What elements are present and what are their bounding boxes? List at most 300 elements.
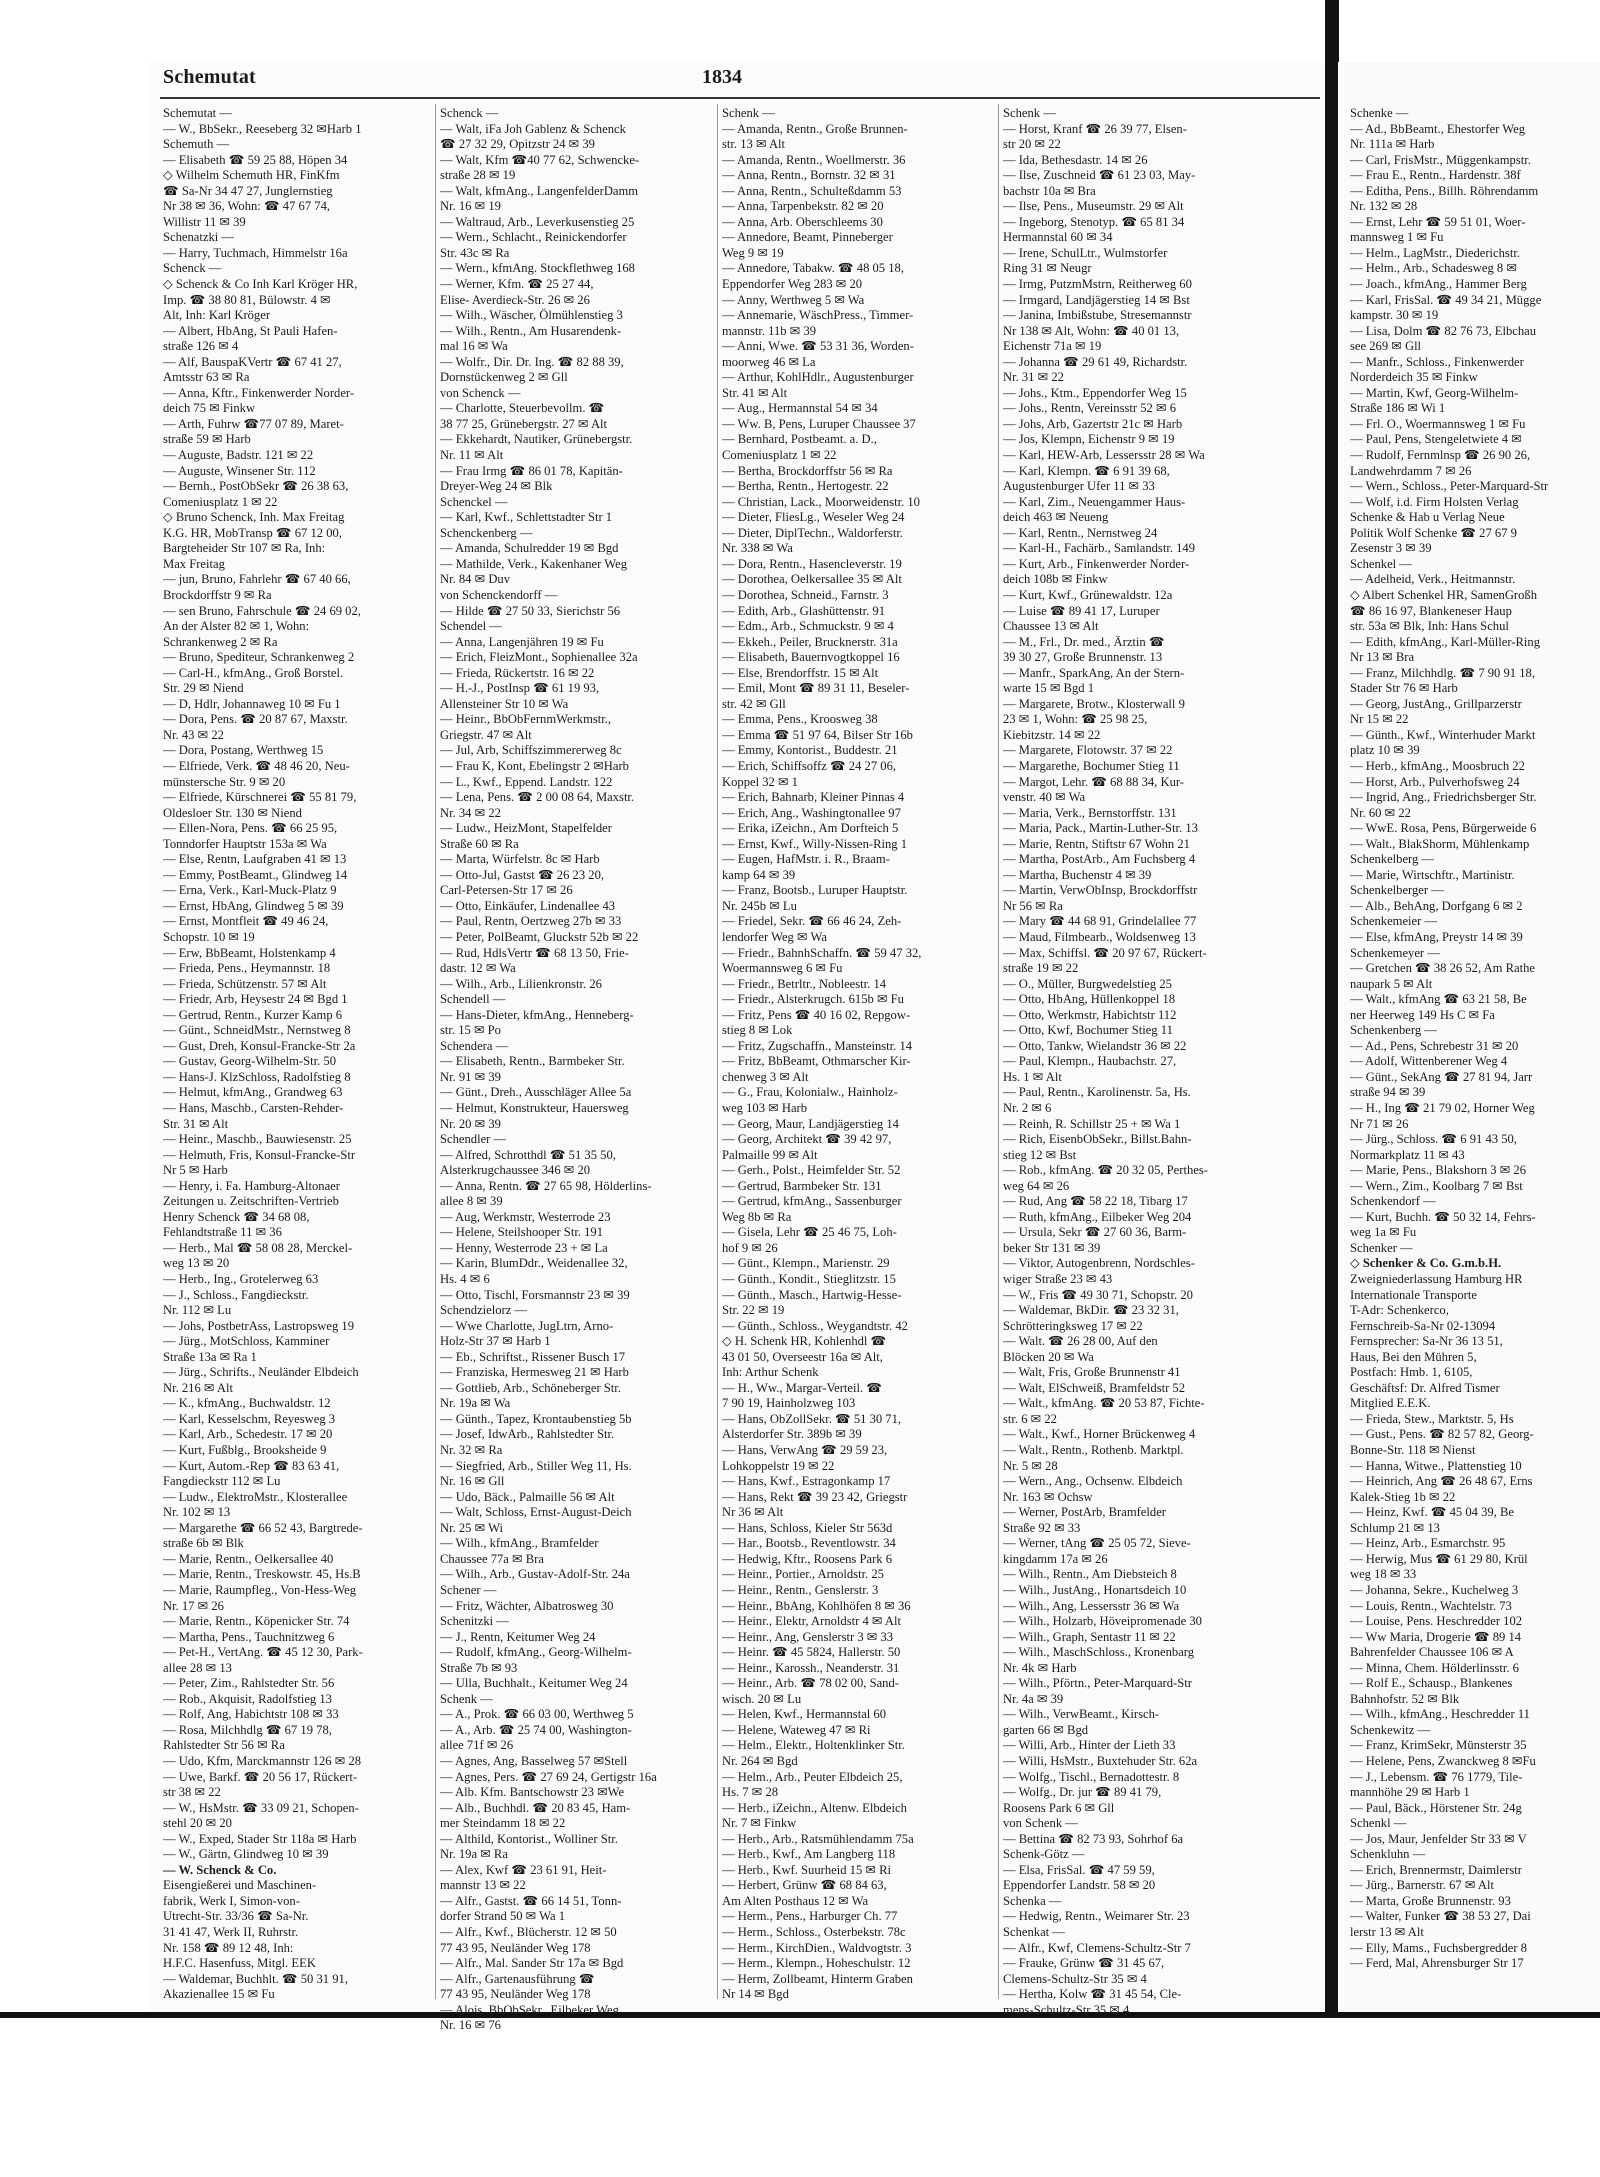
directory-entry-line: Nr. 84 ✉ Duv <box>440 572 511 587</box>
directory-entry-line: Nr. 111a ✉ Harb <box>1350 137 1435 152</box>
directory-entry-line: — Henry, i. Fa. Hamburg-Altonaer <box>163 1178 340 1193</box>
directory-entry-line: — Helen, Kwf., Hermannstal 60 <box>722 1707 887 1722</box>
directory-entry-line: Nr. 2 ✉ 6 <box>1003 1101 1052 1115</box>
directory-entry-line: — Wolfg., Tischl., Bernadottestr. 8 <box>1003 1769 1180 1784</box>
directory-entry-line: Str. 31 ✉ Alt <box>163 1116 229 1131</box>
directory-entry-line: — Otto, HbAng, Hüllenkoppel 18 <box>1003 992 1176 1007</box>
directory-entry-line: — Frau K, Kont, Ebelingstr 2 ✉Harb <box>440 758 629 773</box>
directory-entry-line: Bahrenfelder Chaussee 106 ✉ A <box>1350 1645 1514 1660</box>
directory-entry-line: str 20 ✉ 22 <box>1003 137 1061 152</box>
directory-entry-line: mer Steindamm 18 ✉ 22 <box>440 1816 566 1831</box>
directory-entry-line: — Bruno, Spediteur, Schrankenweg 2 <box>163 650 355 665</box>
directory-entry-line: — Hans, Kwf., Estragonkamp 17 <box>722 1474 891 1489</box>
directory-entry-line: — Frieda, Pens., Heymannstr. 18 <box>163 961 331 976</box>
directory-entry-line: — Helmuth, Fris, Konsul-Francke-Str <box>163 1147 356 1162</box>
directory-entry-line: — Edith, Arb., Glashüttenstr. 91 <box>722 603 886 618</box>
directory-entry-line: — Horst, Kranf ☎ 26 39 77, Elsen- <box>1003 121 1187 136</box>
directory-entry-line: — Friedr., Betrltr., Nobleestr. 14 <box>722 976 887 991</box>
directory-entry-line: — Dora, Pens. ☎ 20 87 67, Maxstr. <box>163 712 348 727</box>
directory-entry-line: Straße 60 ✉ Ra <box>440 836 519 851</box>
directory-entry-line: — Martin, Kwf, Georg-Wilhelm- <box>1350 385 1519 400</box>
directory-entry-line: Schrankenweg 2 ✉ Ra <box>163 634 278 649</box>
directory-entry-line: — Herb., Kwf. Suurheid 15 ✉ Ri <box>722 1862 892 1877</box>
directory-entry-line: — Hans, VerwAng ☎ 29 59 23, <box>722 1443 888 1458</box>
directory-entry-line: Nr 5 ✉ Harb <box>163 1163 228 1178</box>
directory-entry-line: — Margarete, Flotowstr. 37 ✉ 22 <box>1003 743 1173 758</box>
directory-entry-line: — Elsa, FrisSal. ☎ 47 59 59, <box>1003 1862 1155 1877</box>
directory-entry-line: 31 41 47, Werk II, Ruhrstr. <box>163 1924 299 1939</box>
directory-entry-line: — Johs, Arb, Gazertstr 21c ✉ Harb <box>1003 416 1183 431</box>
directory-entry-line: — Emmy, Kontorist., Buddestr. 21 <box>722 743 898 758</box>
directory-entry-line: — W., Gärtn, Glindweg 10 ✉ 39 <box>163 1847 329 1862</box>
directory-entry-line: — Gottlieb, Arb., Schöneberger Str. <box>440 1380 621 1395</box>
directory-entry-line: see 269 ✉ Gll <box>1350 339 1422 354</box>
directory-entry-line: — Otto, Tischl, Forsmannstr 23 ✉ 39 <box>440 1287 630 1302</box>
directory-entry-line: — Else, Brendorffstr. 15 ✉ Alt <box>722 665 879 680</box>
directory-entry-line: — Manfr., Schloss., Finkenwerder <box>1350 354 1524 369</box>
directory-entry-line: — Fritz, Zugschaffn., Mansteinstr. 14 <box>722 1038 913 1053</box>
directory-entry-line: — Auguste, Winsener Str. 112 <box>163 463 316 478</box>
directory-entry-line: Nr. 4k ✉ Harb <box>1003 1660 1077 1675</box>
directory-entry-line: — Erich, FleizMont., Sophienallee 32a <box>440 650 638 665</box>
directory-entry-line: — Heinr., Ang, Genslerstr 3 ✉ 33 <box>722 1629 894 1644</box>
directory-entry-line: — Elisabeth, Rentn., Barmbeker Str. <box>440 1054 625 1069</box>
directory-entry-line: Rahlstedter Str 56 ✉ Ra <box>163 1738 285 1753</box>
directory-entry-line: Chaussee 13 ✉ Alt <box>1003 619 1099 634</box>
directory-entry-line: — Anna, Rentn., Bornstr. 32 ✉ 31 <box>722 168 896 183</box>
directory-entry-line: — Else, Rentn, Laufgraben 41 ✉ 13 <box>163 852 347 867</box>
directory-entry-line: — Friedr., Alsterkrugch. 615b ✉ Fu <box>722 992 904 1007</box>
directory-entry-line: Schendzielorz — <box>440 1303 528 1318</box>
directory-entry-line: — Gertrud, Barmbeker Str. 131 <box>722 1178 882 1193</box>
directory-entry-line: Str. 41 ✉ Alt <box>722 385 788 400</box>
directory-entry-line: Utrecht-Str. 33/36 ☎ Sa-Nr. <box>163 1909 309 1924</box>
directory-entry-line: — Ludw., ElektroMstr., Klosterallee <box>163 1489 348 1504</box>
directory-entry-line: Carl-Petersen-Str 17 ✉ 26 <box>440 883 573 898</box>
directory-entry-line: — Otto, Kwf, Bochumer Stieg 11 <box>1003 1023 1173 1038</box>
directory-column-2 <box>440 106 702 2034</box>
directory-entry-line: — Heinr., Portier., Arnoldstr. 25 <box>722 1567 884 1582</box>
directory-entry-line: kamp 64 ✉ 39 <box>722 867 796 882</box>
directory-entry-line: deich 75 ✉ Finkw <box>163 401 256 416</box>
directory-entry-line: — Reinh, R. Schillstr 25 + ✉ Wa 1 <box>1003 1116 1181 1131</box>
directory-entry-line: — Paul, Pens, Stengeletwiete 4 ✉ <box>1350 432 1522 447</box>
directory-entry-line: weg 1a ✉ Fu <box>1350 1225 1417 1240</box>
directory-entry-line: weg 103 ✉ Harb <box>722 1101 808 1115</box>
directory-entry-line: Zweigniederlassung Hamburg HR <box>1350 1272 1523 1287</box>
directory-entry-line: — Walt., Kwf., Horner Brückenweg 4 <box>1003 1427 1196 1442</box>
directory-entry-line: — Helmut, kfmAng., Grandweg 63 <box>163 1085 343 1100</box>
directory-entry-line: Nr 38 ✉ 36, Wohn: ☎ 47 67 74, <box>163 199 331 214</box>
directory-entry-line: — Helm., Arb., Schadesweg 8 ✉ <box>1350 261 1517 276</box>
directory-entry-line: — Walt., kfmAng ☎ 63 21 58, Be <box>1350 992 1527 1007</box>
directory-entry-line: — Rich, EisenbObSekr., Billst.Bahn- <box>1003 1132 1192 1147</box>
directory-entry-line: — Werner, PostArb, Bramfelder <box>1003 1505 1166 1520</box>
directory-entry-line: Schenck — <box>163 261 222 276</box>
directory-entry-line: — Ruth, kfmAng., Eilbeker Weg 204 <box>1003 1209 1192 1224</box>
directory-entry-line: — Alex, Kwf ☎ 23 61 91, Heit- <box>440 1862 607 1877</box>
directory-entry-line: allee 71f ✉ 26 <box>440 1738 514 1753</box>
directory-entry-line: — Erika, iZeichn., Am Dorfteich 5 <box>722 821 899 836</box>
directory-entry-line: — Charlotte, Steuerbevollm. ☎ <box>440 401 605 416</box>
directory-entry-line: 23 ✉ 1, Wohn: ☎ 25 98 25, <box>1003 712 1148 727</box>
directory-entry-line: Inh: Arthur Schenk <box>722 1365 819 1380</box>
directory-entry-line: Nr. 25 ✉ Wi <box>440 1520 503 1535</box>
directory-entry-line: — Günt., SekAng ☎ 27 81 94, Jarr <box>1350 1069 1533 1084</box>
directory-entry-line: — Martin, VerwObInsp, Brockdorffstr <box>1003 883 1198 898</box>
directory-entry-line: Alt, Inh: Karl Kröger <box>163 308 271 323</box>
directory-entry-line: — Bertha, Brockdorffstr 56 ✉ Ra <box>722 463 893 478</box>
column-divider <box>717 104 718 1999</box>
directory-entry-line: — Lena, Pens. ☎ 2 00 08 64, Maxstr. <box>440 790 635 805</box>
directory-entry-line: — Günt., Dreh., Ausschläger Allee 5a <box>440 1085 632 1100</box>
directory-entry-line: Str. 29 ✉ Niend <box>163 681 244 696</box>
directory-entry-line: — Margot, Lehr. ☎ 68 88 34, Kur- <box>1003 774 1184 789</box>
directory-entry-line: — Irene, SchulLtr., Wulmstorfer <box>1003 245 1168 260</box>
directory-entry-line: — Adolf, Wittenberener Weg 4 <box>1350 1054 1508 1069</box>
directory-entry-line: — Wilh., Rentn., Am Husarendenk- <box>440 323 622 338</box>
directory-entry-line: — Paul, Bäck., Hörstener Str. 24g <box>1350 1800 1522 1815</box>
directory-entry-line: — Agnes, Pers. ☎ 27 69 24, Gertigstr 16a <box>440 1769 657 1784</box>
directory-entry-line: moorweg 46 ✉ La <box>722 354 816 369</box>
directory-entry-line: — Georg, Maur, Landjägerstieg 14 <box>722 1116 899 1131</box>
directory-entry-line: — Paul, Rentn, Oertzweg 27b ✉ 33 <box>440 914 622 929</box>
header-rule <box>160 97 1320 99</box>
directory-entry-line: Schenk — <box>722 106 775 120</box>
directory-entry-line: Schemuth — <box>163 137 230 152</box>
directory-entry-line: Zeitungen u. Zeitschriften-Vertrieb <box>163 1194 339 1209</box>
directory-entry-line: Postfach: Hmb. 1, 6105, <box>1350 1365 1473 1380</box>
directory-entry-line: — Marie, Rentn., Oelkersallee 40 <box>163 1551 334 1566</box>
directory-entry-line: — W., BbSekr., Reeseberg 32 ✉Harb 1 <box>163 121 362 136</box>
directory-entry-line: — Erw, BbBeamt, Holstenkamp 4 <box>163 945 336 960</box>
directory-entry-line: — Otto, Werkmstr, Habichtstr 112 <box>1003 1007 1177 1022</box>
directory-entry-line: — J., Rentn, Keitumer Weg 24 <box>440 1629 596 1644</box>
directory-entry-line: Schenkel — <box>1350 556 1412 571</box>
directory-entry-line: — Carl-H., kfmAng., Groß Borstel. <box>163 665 344 680</box>
directory-entry-line: — Werner, Kfm. ☎ 25 27 44, <box>440 277 594 292</box>
directory-entry-line: mannhöhe 29 ✉ Harb 1 <box>1350 1785 1470 1800</box>
directory-entry-line: Schenck — <box>440 106 499 120</box>
directory-entry-line: — Mathilde, Verk., Kakenhaner Weg <box>440 556 628 571</box>
directory-entry-line: Fernsprecher: Sa-Nr 36 13 51, <box>1350 1334 1503 1349</box>
directory-entry-line: garten 66 ✉ Bgd <box>1003 1722 1089 1737</box>
directory-entry-line: — Willi, Arb., Hinter der Lieth 33 <box>1003 1738 1176 1753</box>
directory-entry-line: — Karl, Zim., Neuengammer Haus- <box>1003 494 1186 509</box>
directory-entry-line: Str. 22 ✉ 19 <box>722 1303 785 1318</box>
directory-entry-line: Stader Str 76 ✉ Harb <box>1350 681 1458 696</box>
directory-entry-line: — Hanna, Witwe., Plattenstieg 10 <box>1350 1458 1522 1473</box>
directory-entry-line: — Hilde ☎ 27 50 33, Sierichstr 56 <box>440 603 621 618</box>
directory-entry-line: Straße 92 ✉ 33 <box>1003 1520 1081 1535</box>
directory-entry-line: Roosens Park 6 ✉ Gll <box>1003 1800 1115 1815</box>
directory-entry-line: — Gust., Pens. ☎ 82 57 82, Georg- <box>1350 1427 1534 1442</box>
directory-entry-line: — Marie, Pens., Blakshorn 3 ✉ 26 <box>1350 1163 1527 1178</box>
directory-entry-line: — Erich, Brennermstr, Daimlerstr <box>1350 1862 1522 1877</box>
directory-entry-line: — Marie, Wirtschftr., Martinistr. <box>1350 867 1515 882</box>
directory-entry-line: — Helmut, Konstrukteur, Hauersweg <box>440 1101 629 1115</box>
directory-entry-line: — Rudolf, kfmAng., Georg-Wilhelm- <box>440 1645 632 1660</box>
directory-entry-line: — Gustav, Georg-Wilhelm-Str. 50 <box>163 1054 336 1069</box>
directory-column-4 <box>1003 106 1265 2018</box>
directory-entry-line: Schenk — <box>1003 106 1056 120</box>
directory-entry-line: Nr. 7 ✉ Finkw <box>722 1816 797 1831</box>
directory-entry-line: Nr. 31 ✉ 22 <box>1003 370 1064 385</box>
directory-entry-line: — Herm, Zollbeamt, Hinterm Graben <box>722 1971 913 1986</box>
directory-entry-line: Nr. 20 ✉ 39 <box>440 1116 501 1131</box>
directory-entry-line: — Günt., SchneidMstr., Nernstweg 8 <box>163 1023 351 1038</box>
directory-entry-line: straße 59 ✉ Harb <box>163 432 251 447</box>
directory-entry-line: — Walt., kfmAng. ☎ 20 53 87, Fichte- <box>1003 1396 1205 1411</box>
directory-entry-line: — Alfr., Kwf, Clemens-Schultz-Str 7 <box>1003 1940 1191 1955</box>
directory-entry-line: Blöcken 20 ✉ Wa <box>1003 1349 1094 1364</box>
directory-entry-line: Hermannstal 60 ✉ 34 <box>1003 230 1113 245</box>
directory-entry-line: — Frau Irmg ☎ 86 01 78, Kapitän- <box>440 463 623 478</box>
directory-entry-line: — Helene, Steilshooper Str. 191 <box>440 1225 603 1240</box>
directory-entry-line: straße 19 ✉ 22 <box>1003 961 1079 976</box>
directory-entry-line: Koppel 32 ✉ 1 <box>722 774 798 789</box>
directory-entry-line: — Ilse, Zuschneid ☎ 61 23 03, May- <box>1003 168 1196 183</box>
directory-entry-line: fabrik, Werk I, Simon-von- <box>163 1893 300 1908</box>
directory-entry-line: — Pet-H., VertAng. ☎ 45 12 30, Park- <box>163 1645 363 1660</box>
directory-entry-line: — Wern., kfmAng. Stockflethweg 168 <box>440 261 635 276</box>
directory-entry-line: — Rolf, Ang, Habichtstr 108 ✉ 33 <box>163 1707 339 1722</box>
directory-entry-line: Schenckenberg — <box>440 525 533 540</box>
directory-entry-line: — Anna, Kftr., Finkenwerder Norder- <box>163 385 355 400</box>
directory-entry-line: — Heinr., BbObFernmWerkmstr., <box>440 712 612 727</box>
directory-entry-line: Politik Wolf Schenke ☎ 27 67 9 <box>1350 525 1517 540</box>
directory-column-5 <box>1350 106 1600 1972</box>
directory-entry-line: Schenke — <box>1350 106 1409 120</box>
directory-entry-line: — Auguste, Badstr. 121 ✉ 22 <box>163 448 314 463</box>
directory-entry-line: — Franz, KrimSekr, Münsterstr 35 <box>1350 1738 1527 1753</box>
directory-entry-line: Nr. 60 ✉ 22 <box>1350 805 1411 820</box>
directory-entry-line: — Erna, Verk., Karl-Muck-Platz 9 <box>163 883 337 898</box>
directory-entry-line: — Ludw., HeizMont, Stapelfelder <box>440 821 612 836</box>
directory-entry-line: — Frauke, Grünw ☎ 31 45 67, <box>1003 1956 1165 1971</box>
directory-entry-line: Schenkelberger — <box>1350 883 1444 898</box>
directory-entry-line: — Bettina ☎ 82 73 93, Sohrhof 6a <box>1003 1831 1184 1846</box>
directory-entry-line: — Maud, Filmbearb., Woldsenweg 13 <box>1003 929 1196 944</box>
directory-entry-line: Schenke & Hab u Verlag Neue <box>1350 510 1505 525</box>
directory-entry-line: — WwE. Rosa, Pens, Bürgerweide 6 <box>1350 821 1537 836</box>
directory-entry-line: Alsterdorfer Str. 389b ✉ 39 <box>722 1427 862 1442</box>
directory-entry-line: — K., kfmAng., Buchwaldstr. 12 <box>163 1396 331 1411</box>
directory-entry-line: — Wilh., Pförtn., Peter-Marquard-Str <box>1003 1676 1192 1691</box>
directory-entry-line: — J., Schloss., Fangdieckstr. <box>163 1287 309 1302</box>
directory-entry-line: Nr. 43 ✉ 22 <box>163 727 224 742</box>
directory-entry-line: H.F.C. Hasenfuss, Mitgl. EEK <box>163 1956 316 1971</box>
directory-entry-line: — Anni, Wwe. ☎ 53 31 36, Worden- <box>722 339 914 354</box>
directory-entry-line: Schenkemeier — <box>1350 914 1438 929</box>
directory-entry-line: — Ad., Pens, Schrebestr 31 ✉ 20 <box>1350 1038 1519 1053</box>
directory-entry-line: — Anna, Arb. Oberschleems 30 <box>722 214 883 229</box>
directory-entry-line: — H., Ing ☎ 21 79 02, Horner Weg <box>1350 1101 1535 1115</box>
directory-entry-line: Schendell — <box>440 992 506 1007</box>
directory-entry-line: Nr. 5 ✉ 28 <box>1003 1458 1058 1473</box>
directory-entry-line: — Ernst, Kwf., Willy-Nissen-Ring 1 <box>722 836 908 851</box>
directory-entry-line: — Herm., Klempn., Hoheschulstr. 12 <box>722 1956 911 1971</box>
directory-entry-line: — Marie, Rentn, Stiftstr 67 Wohn 21 <box>1003 836 1190 851</box>
directory-entry-line: — Marie, Rentn., Treskowstr. 45, Hs.B <box>163 1567 361 1582</box>
directory-entry-line: — Johs., Ktm., Eppendorfer Weg 15 <box>1003 385 1187 400</box>
directory-entry-line: — Irmgard, Landjägerstieg 14 ✉ Bst <box>1003 292 1190 307</box>
directory-entry-line: Schrötteringksweg 17 ✉ 22 <box>1003 1318 1143 1333</box>
directory-entry-line: Comeniusplatz 1 ✉ 22 <box>722 448 837 463</box>
directory-entry-line: — Günth., Kwf., Winterhuder Markt <box>1350 727 1536 742</box>
directory-entry-line: Willistr 11 ✉ 39 <box>163 214 246 229</box>
directory-entry-line: — Dieter, DiplTechn., Waldorferstr. <box>722 525 903 540</box>
directory-entry-line: ◇ Schenck & Co Inh Karl Kröger HR, <box>163 277 358 292</box>
directory-entry-line: — Jos, Klempn, Eichenstr 9 ✉ 19 <box>1003 432 1175 447</box>
directory-entry-line: — Jürg., Schrifts., Neuländer Elbdeich <box>163 1365 359 1380</box>
directory-entry-line: — Wilh., kfmAng., Heschredder 11 <box>1350 1707 1530 1722</box>
directory-entry-line: Schenkenberg — <box>1350 1023 1437 1038</box>
directory-entry-line: — Dieter, FliesLg., Weseler Weg 24 <box>722 510 905 525</box>
directory-entry-line: — Peter, Zim., Rahlstedter Str. 56 <box>163 1676 335 1691</box>
directory-entry-line: — Uwe, Barkf. ☎ 20 56 17, Rückert- <box>163 1769 358 1784</box>
directory-entry-line: ☎ 27 32 29, Opitzstr 24 ✉ 39 <box>440 137 595 152</box>
directory-entry-line: — Herb., Arb., Ratsmühlendamm 75a <box>722 1831 914 1846</box>
directory-entry-line: — Paul, Klempn., Haubachstr. 27, <box>1003 1054 1177 1069</box>
directory-entry-line: — Frl. O., Woermannsweg 1 ✉ Fu <box>1350 416 1526 431</box>
directory-entry-line: stieg 12 ✉ Bst <box>1003 1147 1077 1162</box>
directory-entry-line: — Alb., BehAng, Dorfgang 6 ✉ 2 <box>1350 898 1523 913</box>
directory-entry-line: allee 28 ✉ 13 <box>163 1660 232 1675</box>
directory-entry-line: — Arthur, KohlHdlr., Augustenburger <box>722 370 914 385</box>
directory-entry-line: ner Heerweg 149 Hs C ✉ Fa <box>1350 1007 1495 1022</box>
directory-entry-line: — Agnes, Ang, Basselweg 57 ✉Stell <box>440 1753 628 1768</box>
directory-entry-line: — Bertha, Rentn., Hertogestr. 22 <box>722 479 889 494</box>
directory-entry-line: — Johanna, Sekre., Kuchelweg 3 <box>1350 1582 1519 1597</box>
directory-entry-line: Nr. 17 ✉ 26 <box>163 1598 224 1613</box>
directory-entry-line: Nr. 132 ✉ 28 <box>1350 199 1418 214</box>
directory-entry-line: An der Alster 82 ✉ 1, Wohn: <box>163 619 310 634</box>
directory-entry-line: — Wilh., Arb., Gustav-Adolf-Str. 24a <box>440 1567 630 1582</box>
directory-entry-line: — Aug., Hermannstal 54 ✉ 34 <box>722 401 878 416</box>
directory-entry-line: — Bernhard, Postbeamt. a. D., <box>722 432 877 447</box>
directory-entry-line: Griegstr. 47 ✉ Alt <box>440 727 532 742</box>
directory-entry-line: mannstr 13 ✉ 22 <box>440 1878 526 1893</box>
directory-entry-line: — Herb., kfmAng., Moosbruch 22 <box>1350 758 1525 773</box>
directory-entry-line: — Jürg., MotSchloss, Kamminer <box>163 1334 330 1349</box>
directory-entry-line: — Hans-J. KlzSchloss, Radolfstieg 8 <box>163 1069 351 1084</box>
directory-entry-line: — Ad., BbBeamt., Ehestorfer Weg <box>1350 121 1526 136</box>
directory-entry-line: ☎ Sa-Nr 34 47 27, Junglernstieg <box>163 183 333 198</box>
directory-entry-line: — Erich, Schiffsoffz ☎ 24 27 06, <box>722 758 897 773</box>
directory-entry-line: — Wern., Zim., Koolbarg 7 ✉ Bst <box>1350 1178 1523 1193</box>
directory-entry-line: — Emil, Mont ☎ 89 31 11, Beseler- <box>722 681 910 696</box>
directory-entry-line: dorfer Strand 50 ✉ Wa 1 <box>440 1909 566 1924</box>
directory-entry-line: — Rob., kfmAng. ☎ 20 32 05, Perthes- <box>1003 1163 1208 1178</box>
directory-entry-line: — Anna, Tarpenbekstr. 82 ✉ 20 <box>722 199 884 214</box>
directory-entry-line: — Herb., iZeichn., Altenw. Elbdeich <box>722 1800 907 1815</box>
directory-entry-line: Eichenstr 71a ✉ 19 <box>1003 339 1102 354</box>
directory-entry-line: — Else, kfmAng, Preystr 14 ✉ 39 <box>1350 929 1523 944</box>
directory-entry-line: Holz-Str 37 ✉ Harb 1 <box>440 1334 551 1349</box>
directory-entry-line: Schenatzki — <box>163 230 234 245</box>
directory-entry-line: deich 108b ✉ Finkw <box>1003 572 1108 587</box>
directory-entry-line: Nr 13 ✉ Bra <box>1350 650 1415 665</box>
directory-entry-line: — Harry, Tuchmach, Himmelstr 16a <box>163 245 348 260</box>
directory-entry-line: bachstr 10a ✉ Bra <box>1003 183 1096 198</box>
directory-entry-line: — Walt, kfmAng., LangenfelderDamm <box>440 183 639 198</box>
directory-entry-line: — Dorothea, Schneid., Farnstr. 3 <box>722 587 889 602</box>
directory-entry-line: Dreyer-Weg 24 ✉ Blk <box>440 479 553 494</box>
directory-entry-line: Schenk-Götz — <box>1003 1847 1085 1862</box>
directory-entry-line: — Martha, Pens., Tauchnitzweg 6 <box>163 1629 335 1644</box>
directory-entry-line: — Arth, Fuhrw ☎77 07 89, Maret- <box>163 416 344 431</box>
directory-entry-line: — Hans, ObZollSekr. ☎ 51 30 71, <box>722 1411 902 1426</box>
directory-entry-line: Brockdorffstr 9 ✉ Ra <box>163 587 272 602</box>
directory-entry-line: Schenka — <box>1003 1893 1062 1908</box>
directory-entry-line: Nr. 19a ✉ Wa <box>440 1396 511 1411</box>
directory-entry-line: Nr 138 ✉ Alt, Wohn: ☎ 40 01 13, <box>1003 323 1180 338</box>
directory-entry-line: Nr. 216 ✉ Alt <box>163 1380 234 1395</box>
directory-entry-line: — Walt, Fris, Große Brunnenstr 41 <box>1003 1365 1181 1380</box>
directory-entry-line: Nr. 264 ✉ Bgd <box>722 1753 798 1768</box>
directory-entry-line: Oldesloer Str. 130 ✉ Niend <box>163 805 302 820</box>
directory-entry-line: Kalek-Stieg 1b ✉ 22 <box>1350 1489 1456 1504</box>
directory-entry-line: — Günth., Masch., Hartwig-Hesse- <box>722 1287 902 1302</box>
directory-entry-line: — Marta, Große Brunnenstr. 93 <box>1350 1893 1511 1908</box>
directory-entry-line: ◇ Schenker & Co. G.m.b.H. <box>1350 1256 1502 1271</box>
directory-entry-line: mannsweg 1 ✉ Fu <box>1350 230 1444 245</box>
directory-entry-line: Mitglied E.E.K. <box>1350 1396 1431 1411</box>
directory-entry-line: mal 16 ✉ Wa <box>440 339 508 354</box>
directory-entry-line: — Erich, Bahnarb, Kleiner Pinnas 4 <box>722 790 905 805</box>
directory-entry-line: Nr. 11 ✉ Alt <box>440 448 504 463</box>
directory-entry-line: — L., Kwf., Eppend. Landstr. 122 <box>440 774 613 789</box>
directory-entry-line: — Alf, BauspaKVertr ☎ 67 41 27, <box>163 354 342 369</box>
directory-entry-line: Palmaille 99 ✉ Alt <box>722 1147 818 1162</box>
directory-entry-line: Eppendorfer Landstr. 58 ✉ 20 <box>1003 1878 1156 1893</box>
directory-entry-line: Straße 7b ✉ 93 <box>440 1660 518 1675</box>
directory-entry-line: Nr. 245b ✉ Lu <box>722 898 797 913</box>
directory-entry-line: — Emma ☎ 51 97 64, Bilser Str 16b <box>722 727 913 742</box>
directory-entry-line: Bahnhofstr. 52 ✉ Blk <box>1350 1691 1460 1706</box>
directory-entry-line: — Annedore, Beamt, Pinneberger <box>722 230 893 245</box>
directory-entry-line: — Anny, Werthweg 5 ✉ Wa <box>722 292 865 307</box>
directory-entry-line: Straße 186 ✉ Wi 1 <box>1350 401 1446 416</box>
directory-entry-line: — A., Prok. ☎ 66 03 00, Werthweg 5 <box>440 1707 634 1722</box>
directory-entry-line: — Erich, Ang., Washingtonallee 97 <box>722 805 901 820</box>
directory-entry-line: Schenckel — <box>440 494 508 509</box>
directory-entry-line: — Herb., Kwf., Am Langberg 118 <box>722 1847 896 1862</box>
directory-entry-line: — Dora, Postang, Werthweg 15 <box>163 743 324 758</box>
directory-entry-line: Schemutat — <box>163 106 232 120</box>
directory-entry-line: Nr. 19a ✉ Ra <box>440 1847 508 1862</box>
directory-entry-line: — Annedore, Tabakw. ☎ 48 05 18, <box>722 261 904 276</box>
directory-entry-line: 38 77 25, Grünebergstr. 27 ✉ Alt <box>440 416 608 431</box>
directory-entry-line: weg 18 ✉ 33 <box>1350 1567 1417 1582</box>
directory-entry-line: — Herbert, Grünw ☎ 68 84 63, <box>722 1878 887 1893</box>
directory-entry-line: — Amanda, Rentn., Große Brunnen- <box>722 121 908 136</box>
directory-entry-line: — Ingeborg, Stenotyp. ☎ 65 81 34 <box>1003 214 1185 229</box>
directory-entry-line: Bargteheider Str 107 ✉ Ra, Inh: <box>163 541 326 556</box>
directory-entry-line: — Kurt, Arb., Finkenwerder Norder- <box>1003 556 1190 571</box>
directory-entry-line: — Rob., Akquisit, Radolfstieg 13 <box>163 1691 332 1706</box>
directory-entry-line: — Elly, Mams., Fuchsbergredder 8 <box>1350 1940 1527 1955</box>
directory-entry-line: — Jürg., Schloss. ☎ 6 91 43 50, <box>1350 1132 1517 1147</box>
directory-entry-line: von Schenckendorff — <box>440 587 558 602</box>
directory-entry-line: — Manfr., SparkAng, An der Stern- <box>1003 665 1185 680</box>
directory-entry-line: — Helm., Arb., Peuter Elbdeich 25, <box>722 1769 903 1784</box>
directory-entry-line: — Wilh., Rentn., Am Diebsteich 8 <box>1003 1567 1177 1582</box>
directory-entry-line: — Ernst, Montfleit ☎ 49 46 24, <box>163 914 329 929</box>
directory-entry-line: platz 10 ✉ 39 <box>1350 743 1420 758</box>
directory-entry-line: kampstr. 30 ✉ 19 <box>1350 308 1439 323</box>
